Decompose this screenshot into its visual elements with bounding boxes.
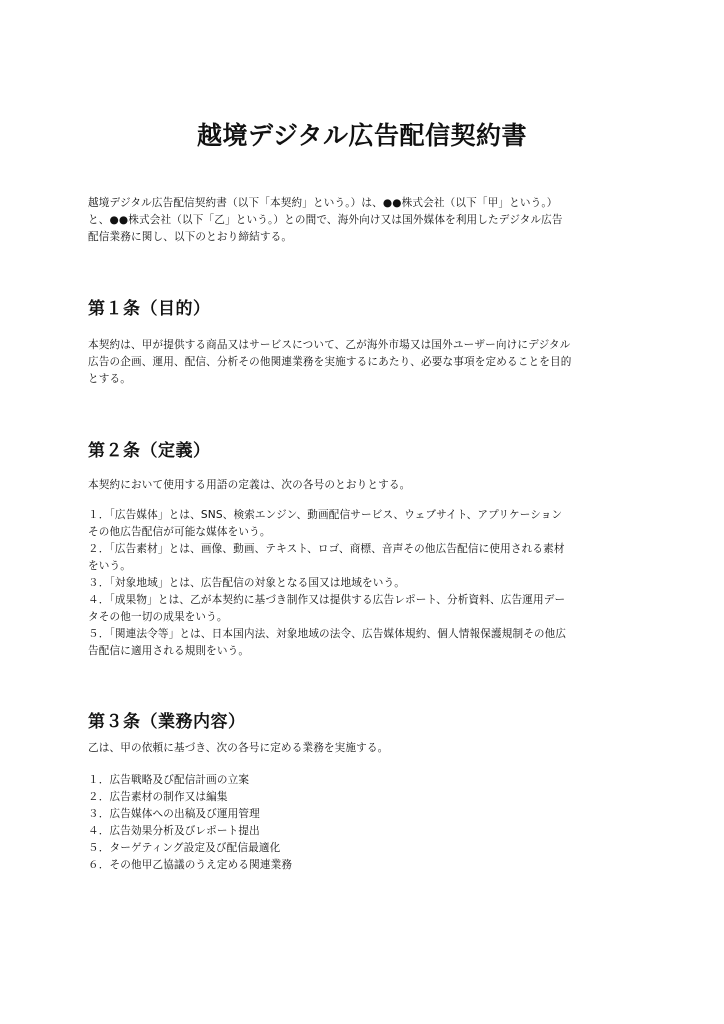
article-2-list	[88, 507, 640, 660]
task-item-line: ５．ターゲティング設定及び配信最適化	[88, 842, 281, 854]
article-3-list	[88, 772, 640, 874]
definition-item-line: その他広告配信が可能な媒体をいう。	[88, 526, 271, 538]
definition-item-line: タその他一切の成果をいう。	[88, 611, 228, 623]
preamble-line: と、●●株式会社（以下「乙」という。）との間で、海外向け又は国外媒体を利用したデジタル広告	[88, 214, 563, 226]
preamble-line: 越境デジタル広告配信契約書（以下「本契約」という。）は、●●株式会社（以下「甲」という。）	[88, 197, 558, 209]
definition-item-line: ２．「広告素材」とは、画像、動画、テキスト、ロゴ、商標、音声その他広告配信に使用される素材	[88, 543, 565, 555]
article-1-line: とする。	[88, 373, 131, 385]
task-item-line: ６．その他甲乙協議のうえ定める関連業務	[88, 859, 293, 871]
definition-item-line: １．「広告媒体」とは、SNS、検索エンジン、動画配信サービス、ウェブサイト、アプリケーション	[88, 509, 563, 521]
task-item-line: ３．広告媒体への出稿及び運用管理	[88, 808, 260, 820]
article-1-line: 本契約は、甲が提供する商品又はサービスについて、乙が海外市場又は国外ユーザー向けにデジタル	[88, 339, 571, 351]
article-3-heading: 第３条（業務内容）	[88, 712, 246, 732]
preamble-paragraph	[88, 195, 640, 246]
definition-item-line: 告配信に適用される規則をいう。	[88, 645, 250, 657]
article-1-heading: 第１条（目的）	[88, 299, 211, 319]
task-item-line: ２．広告素材の制作又は編集	[88, 791, 228, 803]
article-1-line: 広告の企画、運用、配信、分析その他関連業務を実施するにあたり、必要な事項を定めることを目的	[88, 356, 572, 368]
definition-item-line: ５．「関連法令等」とは、日本国内法、対象地域の法令、広告媒体規約、個人情報保護規制その他広	[88, 628, 567, 640]
preamble-line: 配信業務に関し、以下のとおり締結する。	[88, 231, 293, 243]
task-item-line: １．広告戦略及び配信計画の立案	[88, 774, 250, 786]
article-3-intro	[88, 740, 640, 757]
article-3-intro-line: 乙は、甲の依頼に基づき、次の各号に定める業務を実施する。	[88, 742, 389, 754]
article-2-heading: 第２条（定義）	[88, 441, 211, 461]
document-title: 越境デジタル広告配信契約書	[196, 121, 527, 150]
task-item-line: ４．広告効果分析及びレポート提出	[88, 825, 260, 837]
definition-item-line: をいう。	[88, 560, 131, 572]
article-2-intro	[88, 477, 640, 494]
definition-item-line: ４．「成果物」とは、乙が本契約に基づき制作又は提供する広告レポート、分析資料、広告運用デー	[88, 594, 566, 606]
article-2-intro-line: 本契約において使用する用語の定義は、次の各号のとおりとする。	[88, 479, 411, 491]
definition-item-line: ３．「対象地域」とは、広告配信の対象となる国又は地域をいう。	[88, 577, 406, 589]
article-1-body	[88, 337, 640, 388]
